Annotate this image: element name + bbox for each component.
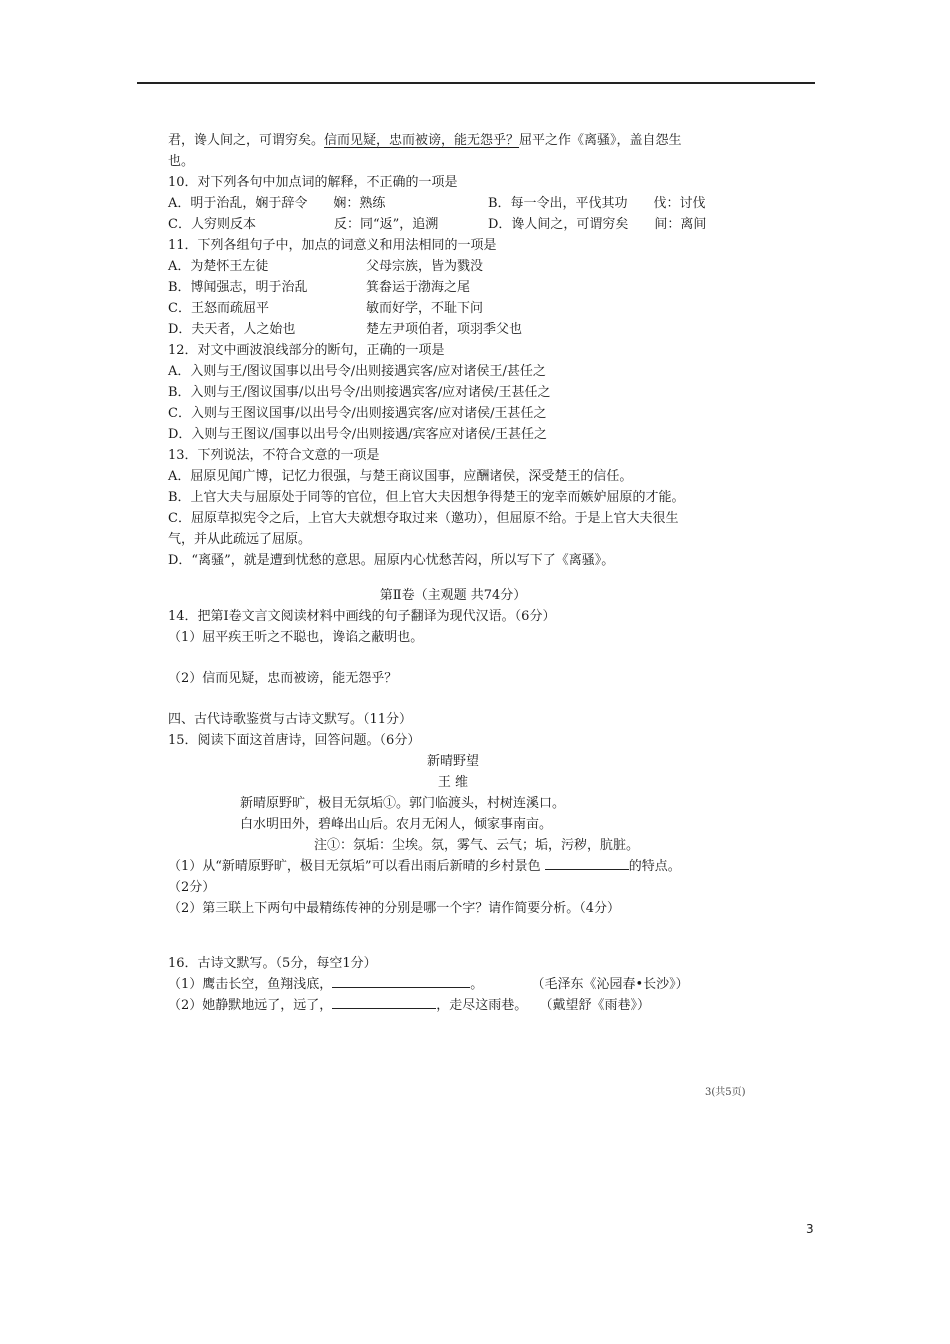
question-15-sub-1-score: （2分） (168, 880, 216, 895)
poem-author: 王 维 (437, 775, 469, 790)
question-11-option-right: 楚左尹项伯者，项羽季父也 (366, 322, 523, 337)
passage-underlined-sentence: 信而见疑，忠而被谤，能无怨乎？ (324, 133, 520, 148)
question-14-sentence-1: （1）屈平疾王听之不聪也，谗谄之蔽明也。 (168, 630, 424, 645)
question-10-option-b: B．每一令出，平伐其功 伐：讨伐 (488, 196, 706, 211)
question-15-sub-1 (168, 856, 738, 877)
question-14-stem: 14．把第Ⅰ卷文言文阅读材料中画线的句子翻译为现代汉语。（6分） (168, 609, 556, 624)
question-16-line-1-source: （毛泽东《沁园春•长沙》） (531, 977, 689, 992)
question-16-line-2-end: ，走尽这雨巷。 (436, 998, 528, 1013)
question-10-option-a: A．明于治乱，娴于辞令 娴：熟练 (168, 196, 386, 211)
question-10-stem: 10．对下列各句中加点词的解释，不正确的一项是 (168, 175, 458, 190)
answer-blank[interactable] (545, 869, 629, 870)
question-11-option-right: 父母宗族，皆为戮没 (366, 259, 484, 274)
question-16-line-1 (168, 974, 738, 995)
question-12-stem: 12．对文中画波浪线部分的断句，正确的一项是 (168, 343, 445, 358)
part-4-title: 四、古代诗歌鉴赏与古诗文默写。（11分） (168, 712, 413, 727)
question-13-option-d: D．“离骚”，就是遭到忧愁的意思。屈原内心忧愁苦闷，所以写下了《离骚》。 (168, 553, 615, 568)
question-13-option-a: A．屈原见闻广博，记忆力很强，与楚王商议国事，应酬诸侯，深受楚王的信任。 (168, 469, 633, 484)
poem-note: 注①：氛垢：尘埃。氛，雾气、云气；垢，污秽，肮脏。 (314, 838, 640, 853)
question-10-option-c: C．人穷则反本 反：同“返”，追溯 (168, 217, 439, 232)
question-11-option (168, 319, 738, 340)
question-12-option-c: C．入则与王图议国事/以出号令/出则接遇宾客/应对诸侯/王甚任之 (168, 406, 547, 421)
question-11-option (168, 298, 738, 319)
passage-continuation-line (168, 130, 738, 151)
question-13-stem: 13．下列说法，不符合文意的一项是 (168, 448, 380, 463)
question-15-stem: 15．阅读下面这首唐诗，回答问题。（6分） (168, 733, 421, 748)
passage-text: 君，谗人间之，可谓穷矣。 (168, 133, 325, 148)
question-10-option-d: D．谗人间之，可谓穷矣 间：离间 (488, 217, 707, 232)
question-15-sub-1-text: （1）从“新晴原野旷，极目无氛垢”可以看出雨后新晴的乡村景色 (168, 859, 541, 874)
question-12-option-b: B．入则与王/图议国事/以出号令/出则接遇宾客/应对诸侯/王甚任之 (168, 385, 551, 400)
poem-title: 新晴野望 (426, 754, 479, 769)
question-16-line-1-text: （1）鹰击长空，鱼翔浅底， (168, 977, 333, 992)
passage-text: 屈平之作《离骚》，盖自怨生 (519, 133, 682, 148)
page-number: 3 (806, 1222, 814, 1236)
question-12-option-d: D．入则与王图议/国事以出号令/出则接遇/宾客应对诸侯/王甚任之 (168, 427, 547, 442)
section-2-title: 第Ⅱ卷（主观题 共74分） (379, 588, 527, 603)
poem-line-1: 新晴原野旷，极目无氛垢①。郭门临渡头，村树连溪口。 (240, 796, 566, 811)
question-11-option-right: 敏而好学，不耻下问 (366, 301, 484, 316)
question-11-option-left: D．夫天者，人之始也 (168, 322, 296, 337)
answer-blank[interactable] (332, 1008, 436, 1009)
question-11-option (168, 277, 738, 298)
question-14-sentence-2: （2）信而见疑，忠而被谤，能无怨乎？ (168, 671, 398, 686)
exam-page-content (168, 130, 738, 1016)
question-16-line-2-source: （戴望舒《雨巷》） (539, 998, 650, 1013)
question-13-option-b: B．上官大夫与屈原处于同等的官位，但上官大夫因想争得楚王的宠幸而嫉妒屈原的才能。 (168, 490, 685, 505)
question-16-stem: 16．古诗文默写。（5分，每空1分） (168, 956, 377, 971)
question-11-option-left: A．为楚怀王左徒 (168, 259, 269, 274)
answer-blank[interactable] (332, 987, 470, 988)
question-16-line-2 (168, 995, 738, 1016)
passage-continuation-end: 也。 (168, 154, 195, 169)
question-15-sub-2: （2）第三联上下两句中最精练传神的分别是哪一个字？请作简要分析。（4分） (168, 901, 621, 916)
question-15-sub-1-tail: 的特点。 (628, 859, 681, 874)
question-11-option-left: C．王怒而疏屈平 (168, 301, 269, 316)
poem-line-2: 白水明田外，碧峰出山后。农月无闲人，倾家事南亩。 (240, 817, 553, 832)
question-13-option-c-continued: 气，并从此疏远了屈原。 (168, 532, 312, 547)
question-12-option-a: A．入则与王/图议国事以出号令/出则接遇宾客/应对诸侯王/甚任之 (168, 364, 546, 379)
question-16-line-1-end: 。 (470, 977, 484, 992)
question-11-option-right: 箕畚运于渤海之尾 (366, 280, 471, 295)
question-11-option-left: B．博闻强志，明于治乱 (168, 280, 308, 295)
header-rule (137, 82, 815, 84)
question-10-options-row1 (168, 193, 738, 214)
question-11-stem: 11．下列各组句子中，加点的词意义和用法相同的一项是 (168, 238, 497, 253)
question-10-options-row2 (168, 214, 738, 235)
question-11-option (168, 256, 738, 277)
question-16-line-2-text: （2）她静默地远了，远了， (168, 998, 333, 1013)
question-13-option-c: C．屈原草拟宪令之后，上官大夫就想夺取过来（邀功），但屈原不给。于是上官大夫很生 (168, 511, 679, 526)
page-stamp: 3(共5页) (705, 1087, 746, 1098)
